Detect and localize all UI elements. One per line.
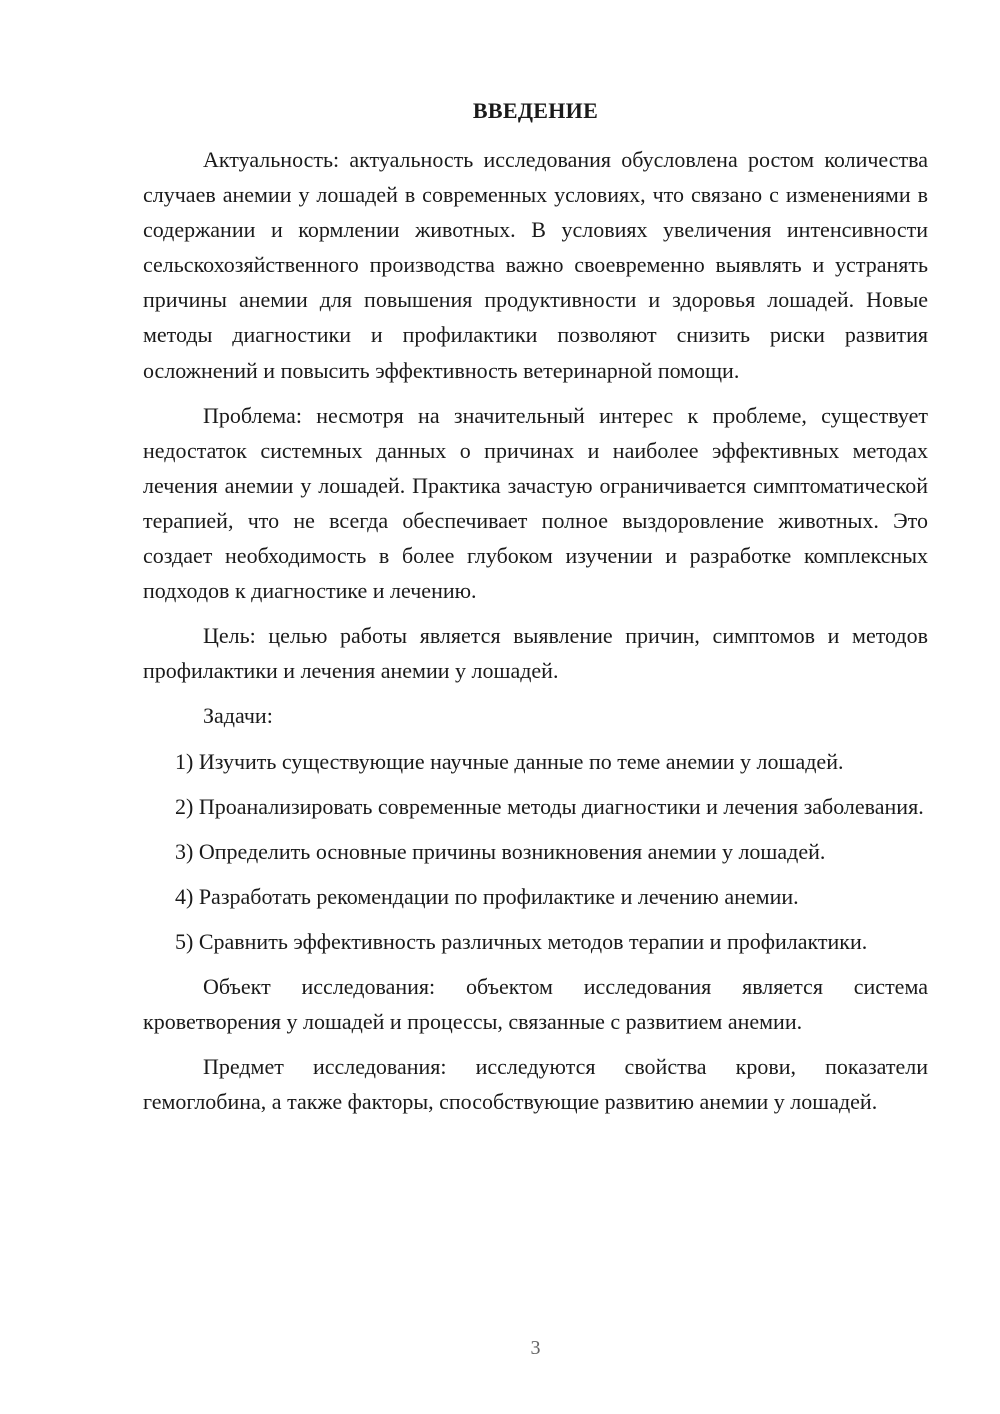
task-item: 1) Изучить существующие научные данные по теме анемии у лошадей. — [175, 748, 844, 774]
paragraph-relevance: Актуальность: актуальность исследования обусловлена ростом количества случаев анемии у лошадей в современных условиях, что связано с изменениями в содержании и кормлении животных. В условиях увеличения интенсивности сельскохозяйственного производства важно своевременно выявлять и устранять причины анемии для повышения продуктивности и здоровья лошадей. Новые методы диагностики и профилактики позволяют снизить риски развития осложнений и повысить эффективность ветеринарной помощи. — [143, 147, 928, 383]
task-item: 3) Определить основные причины возникновения анемии у лошадей. — [175, 838, 826, 864]
paragraph-subject: Предмет исследования: исследуются свойства крови, показатели гемоглобина, а также факторы, способствующие развитию анемии у лошадей. — [143, 1054, 928, 1115]
task-item: 4) Разработать рекомендации по профилактике и лечению анемии. — [175, 883, 799, 909]
tasks-heading: Задачи: — [203, 703, 273, 729]
document-body — [143, 142, 928, 1119]
paragraph-problem: Проблема: несмотря на значительный интерес к проблеме, существует недостаток системных данных о причинах и наиболее эффективных методах лечения анемии у лошадей. Практика зачастую ограничивается симптоматической терапией, что не всегда обеспечивает полное выздоровление животных. Это создает необходимость в более глубоком изучении и разработке комплексных подходов к диагностике и лечению. — [143, 402, 928, 604]
page-title: ВВЕДЕНИЕ — [472, 98, 599, 123]
document-page — [143, 0, 928, 1414]
page-number: 3 — [530, 1337, 541, 1359]
task-item: 5) Сравнить эффективность различных методов терапии и профилактики. — [175, 928, 868, 954]
paragraph-object: Объект исследования: объектом исследования является система кроветворения у лошадей и процессы, связанные с развитием анемии. — [143, 973, 928, 1035]
task-item: 2) Проанализировать современные методы диагностики и лечения заболевания. — [175, 793, 924, 819]
paragraph-goal: Цель: целью работы является выявление причин, симптомов и методов профилактики и лечения анемии у лошадей. — [143, 623, 928, 684]
